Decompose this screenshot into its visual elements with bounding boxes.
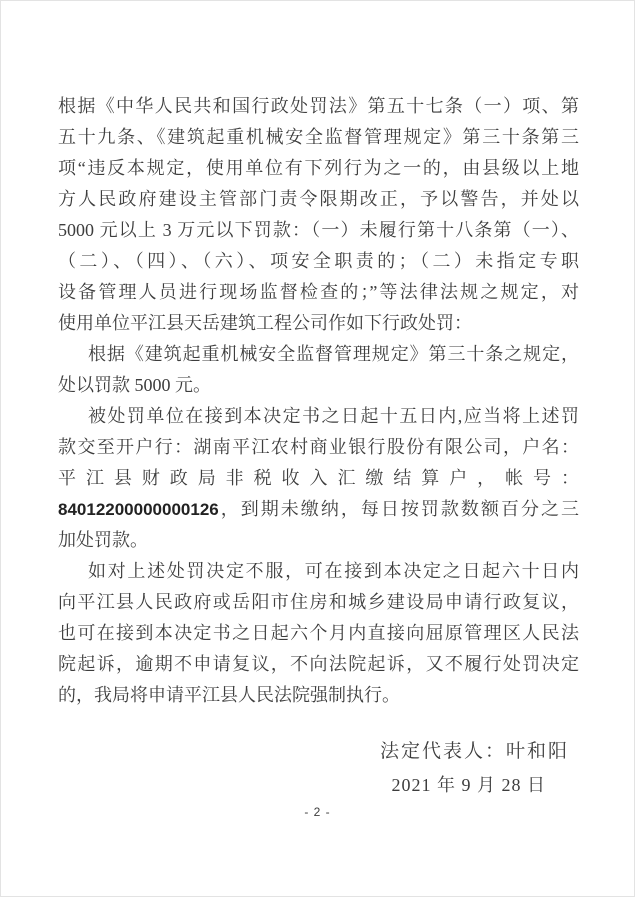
body-line: 款交至开户行：湖南平江农村商业银行股份有限公司，户名： [58, 437, 579, 457]
body-line: 五十九条、《建筑起重机械安全监督管理规定》第三十条第三 [58, 127, 579, 147]
body-line: 根据《中华人民共和国行政处罚法》第五十七条（一）项、第 [58, 96, 579, 116]
document-body [58, 91, 579, 711]
paragraph-legal-basis [58, 91, 579, 339]
body-line: 加处罚款。 [58, 530, 148, 550]
body-line: 方人民政府建设主管部门责令限期改正，予以警告，并处以 [58, 189, 579, 209]
body-line: 向平江县人民政府或岳阳市住房和城乡建设局申请行政复议， [58, 592, 579, 612]
body-line-text: ，到期未缴纳，每日按罚款数额百分之三 [218, 499, 579, 519]
body-line: 的，我局将申请平江县人民法院强制执行。 [58, 685, 400, 705]
body-line: 也可在接到本决定书之日起六个月内直接向屈原管理区人民法 [58, 623, 579, 643]
body-line: 5000 元以上 3 万元以下罚款：（一）未履行第十八条第（一）、 [58, 220, 579, 240]
body-line: 平江县财政局非税收入汇缴结算户，帐号： [58, 468, 579, 488]
body-line [58, 494, 579, 525]
legal-representative-line: 法定代表人：叶和阳 [379, 741, 569, 762]
paragraph-payment-instructions [58, 401, 579, 556]
body-line: 院起诉，逾期不申请复议，不向法院起诉，又不履行处罚决定 [58, 654, 579, 674]
page-number: - 2 - [304, 805, 331, 819]
body-line: 处以罚款 5000 元。 [58, 375, 211, 395]
body-line: 如对上述处罚决定不服，可在接到本决定之日起六十日内 [88, 561, 579, 581]
paragraph-appeal-rights [58, 556, 579, 711]
signature-date-line: 2021 年 9 月 28 日 [391, 775, 546, 795]
body-line: 项“违反本规定，使用单位有下列行为之一的，由县级以上地 [58, 158, 579, 178]
body-line: （二）、（四）、（六）、项安全职责的；（二）未指定专职 [58, 251, 579, 271]
paragraph-penalty-decision [58, 339, 579, 401]
body-line: 设备管理人员进行现场监督检查的；”等法律法规之规定，对 [58, 282, 579, 302]
body-line: 使用单位平江县天岳建筑工程公司作如下行政处罚： [58, 313, 472, 333]
body-line: 根据《建筑起重机械安全监督管理规定》第三十条之规定， [88, 344, 579, 364]
body-line: 被处罚单位在接到本决定书之日起十五日内,应当将上述罚 [88, 406, 579, 426]
bank-account-number: 84012200000000126 [58, 500, 219, 519]
